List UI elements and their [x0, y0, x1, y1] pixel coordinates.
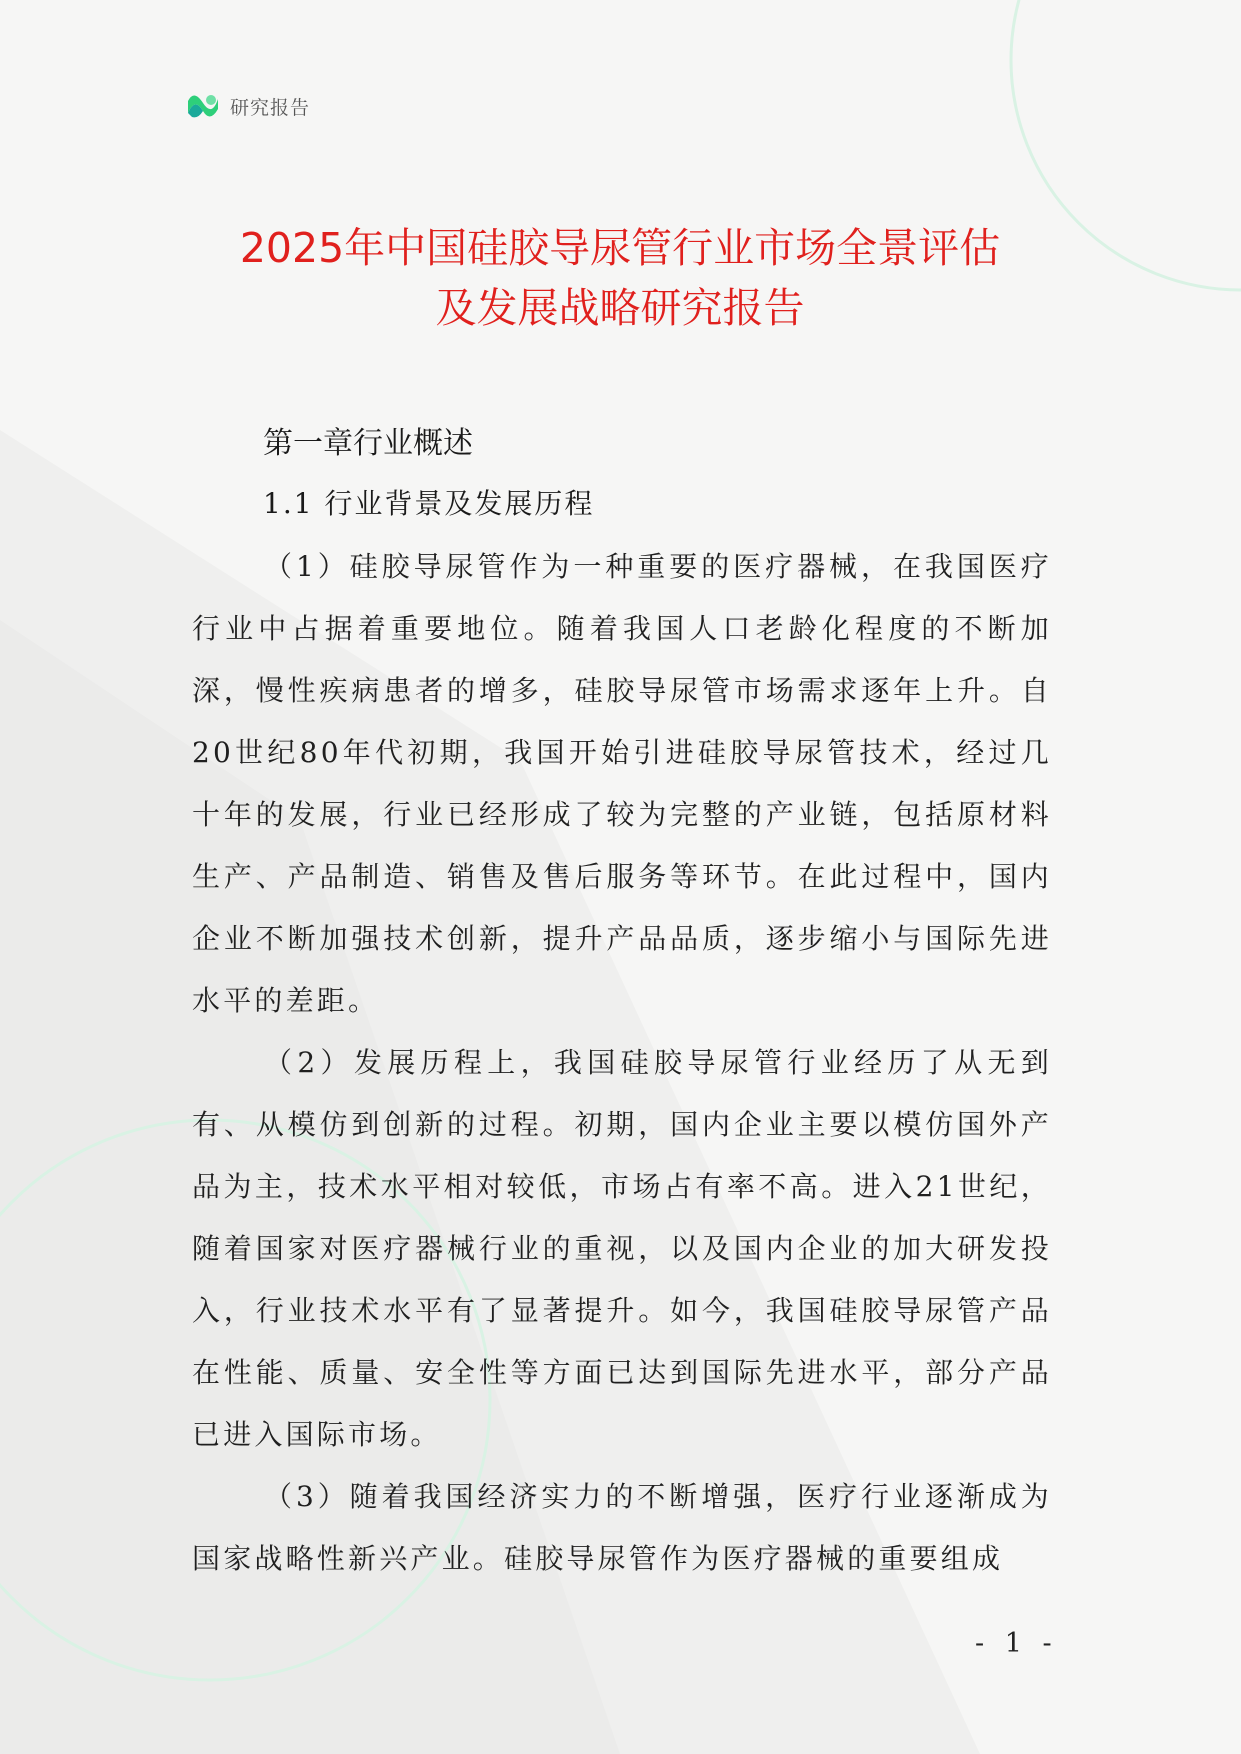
- paragraph-2: （2）发展历程上，我国硅胶导尿管行业经历了从无到有、从模仿到创新的过程。初期，国内企业主要以模仿国外产品为主，技术水平相对较低，市场占有率不高。进入21世纪，随着国家对医疗器械行业的重视，以及国内企业的加大研发投入，行业技术水平有了显著提升。如今，我国硅胶导尿管产品在性能、质量、安全性等方面已达到国际先进水平，部分产品已进入国际市场。: [192, 1046, 1052, 1451]
- paragraph-1: （1）硅胶导尿管作为一种重要的医疗器械，在我国医疗行业中占据着重要地位。随着我国人口老龄化程度的不断加深，慢性疾病患者的增多，硅胶导尿管市场需求逐年上升。自20世纪80年代初期，我国开始引进硅胶导尿管技术，经过几十年的发展，行业已经形成了较为完整的产业链，包括原材料生产、产品制造、销售及售后服务等环节。在此过程中，国内企业不断加强技术创新，提升产品品质，逐步缩小与国际先进水平的差距。: [192, 550, 1052, 1017]
- report-title-line-2: 及发展战略研究报告: [435, 284, 805, 332]
- body-text: [192, 536, 1052, 1590]
- page-number: - 1 -: [975, 1628, 1058, 1659]
- report-title-line-1: 2025年中国硅胶导尿管行业市场全景评估: [239, 224, 1001, 272]
- chapter-heading: 第一章行业概述: [263, 426, 473, 461]
- header-label: 研究报告: [230, 96, 311, 119]
- report-title: [150, 218, 1090, 338]
- section-heading: 1.1 行业背景及发展历程: [263, 487, 595, 520]
- paragraph-3: （3）随着我国经济实力的不断增强，医疗行业逐渐成为国家战略性新兴产业。硅胶导尿管作为医疗器械的重要组成: [192, 1480, 1052, 1575]
- brand-logo-icon: [186, 91, 220, 121]
- report-header: [186, 88, 310, 124]
